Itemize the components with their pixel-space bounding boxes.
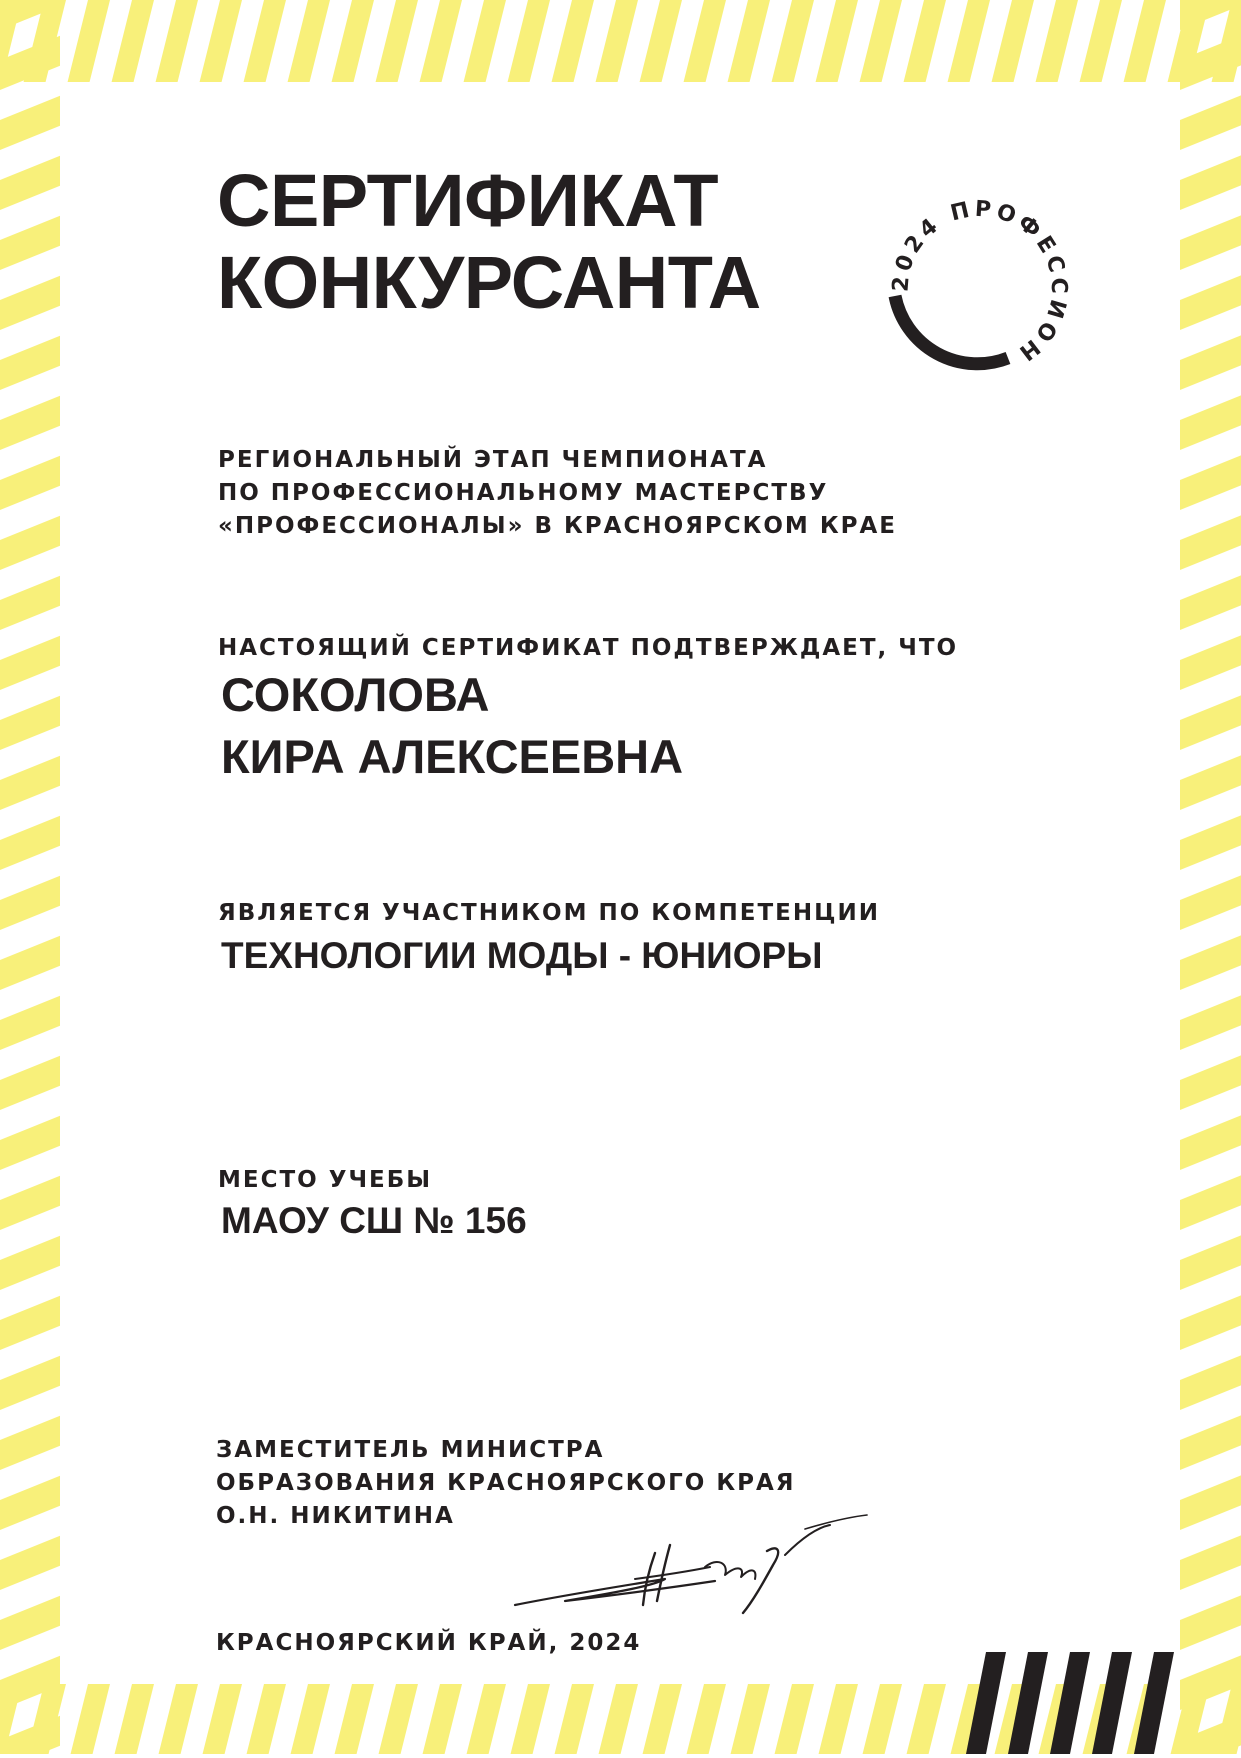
frame-left-stripes [0, 0, 60, 1754]
frame-right-stripes [1180, 0, 1241, 1754]
signature-image [505, 1505, 875, 1615]
logo-text: 2024 ПРОФЕССИОН [888, 196, 1071, 368]
event-line-2: ПО ПРОФЕССИОНАЛЬНОМУ МАСТЕРСТВУ [218, 480, 829, 506]
svg-text:2024 ПРОФЕССИОНАЛЫ [860, 162, 1071, 367]
participant-given-names: КИРА АЛЕКСЕЕВНА [221, 730, 684, 783]
event-line-1: РЕГИОНАЛЬНЫЙ ЭТАП ЧЕМПИОНАТА [218, 447, 768, 473]
confirm-label: НАСТОЯЩИЙ СЕРТИФИКАТ ПОДТВЕРЖДАЕТ, ЧТО [218, 635, 959, 661]
participant-surname: СОКОЛОВА [221, 668, 490, 721]
school-value: МАОУ СШ № 156 [221, 1200, 527, 1241]
signatory-line-3: О.Н. НИКИТИНА [216, 1503, 455, 1529]
frame-top-stripes [0, 0, 1241, 82]
competence-label: ЯВЛЯЕТСЯ УЧАСТНИКОМ ПО КОМПЕТЕНЦИИ [218, 900, 880, 926]
title-line-2: КОНКУРСАНТА [217, 241, 761, 324]
signatory-line-1: ЗАМЕСТИТЕЛЬ МИНИСТРА [216, 1437, 605, 1463]
event-description [218, 444, 897, 543]
signatory-line-2: ОБРАЗОВАНИЯ КРАСНОЯРСКОГО КРАЯ [216, 1470, 796, 1496]
school-label: МЕСТО УЧЕБЫ [218, 1167, 433, 1193]
certificate-title [217, 160, 761, 324]
title-line-1: СЕРТИФИКАТ [217, 159, 719, 242]
competence-value: ТЕХНОЛОГИИ МОДЫ - ЮНИОРЫ [221, 935, 823, 976]
professionals-logo [860, 162, 1100, 382]
event-line-3: «ПРОФЕССИОНАЛЫ» В КРАСНОЯРСКОМ КРАЕ [218, 513, 897, 539]
logo-arc-mark [895, 296, 1008, 364]
participant-name [221, 664, 683, 788]
corner-bars-decoration [960, 1652, 1220, 1754]
footer-location-year: КРАСНОЯРСКИЙ КРАЙ, 2024 [216, 1630, 642, 1656]
